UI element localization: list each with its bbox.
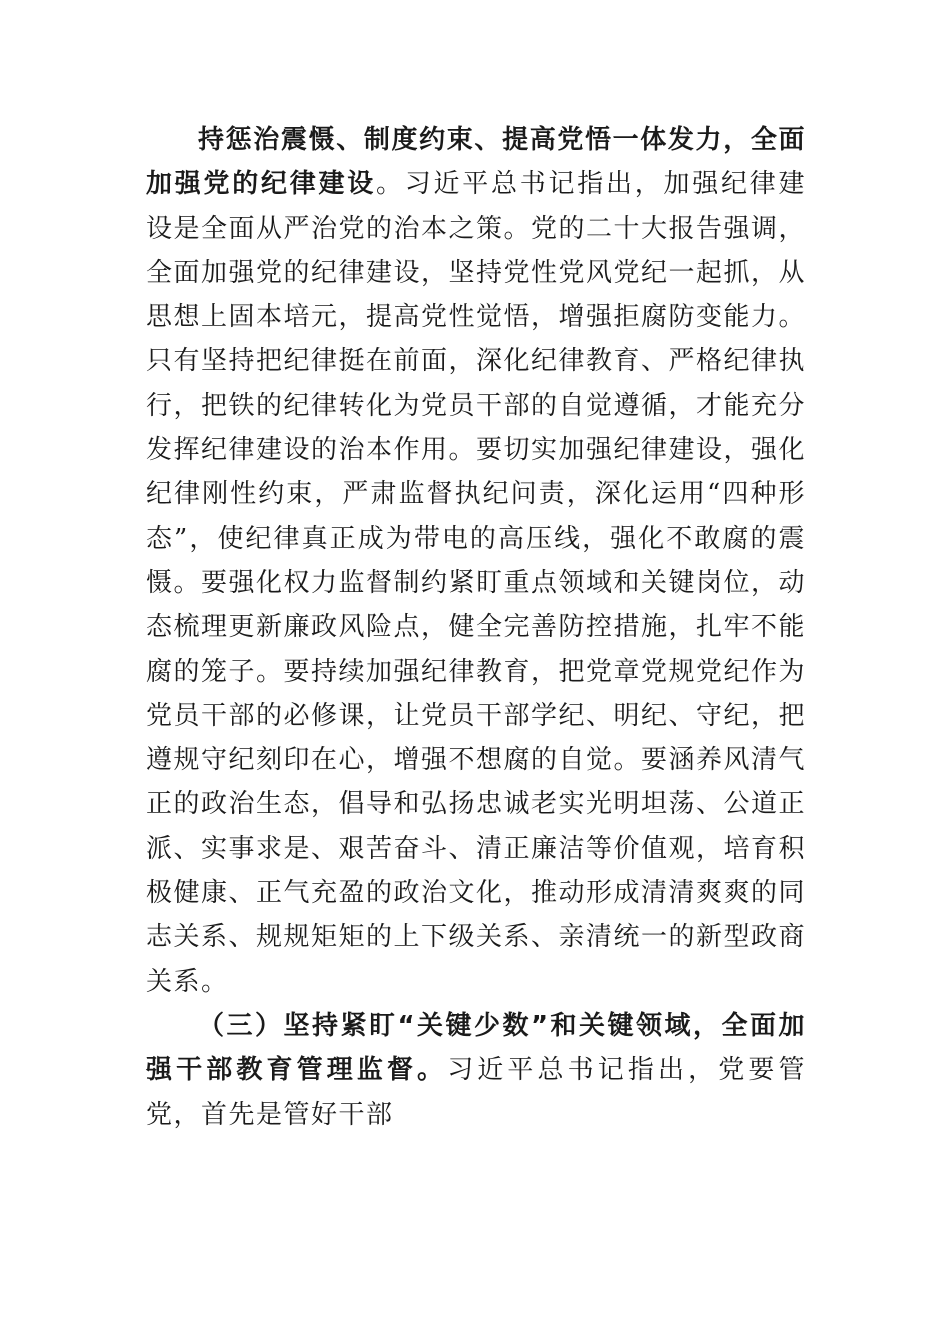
paragraph-body-text: 。习近平总书记指出，加强纪律建设是全面从严治党的治本之策。党的二十大报告强调，全面加强党的纪律建设，坚持党性党风党纪一起抓，从思想上固本培元，提高党性觉悟，增强拒腐防变能力。只有坚持把纪律挺在前面，深化纪律教育、严格纪律执行，把铁的纪律转化为党员干部的自觉遵循，才能充分发挥纪律建设的治本作用。要切实加强纪律建设，强化纪律刚性约束，严肃监督执纪问责，深化运用“四种形态”，使纪律真正成为带电的高压线，强化不敢腐的震慑。要强化权力监督制约紧盯重点领域和关键岗位，动态梳理更新廉政风险点，健全完善防控措施，扎牢不能腐的笼子。要持续加强纪律教育，把党章党规党纪作为党员干部的必修课，让党员干部学纪、明纪、守纪，把遵规守纪刻印在心，增强不想腐的自觉。要涵养风清气正的政治生态，倡导和弘扬忠诚老实光明坦荡、公道正派、实事求是、艰苦奋斗、清正廉洁等价值观，培育积极健康、正气充盈的政治文化，推动形成清清爽爽的同志关系、规规矩矩的上下级关系、亲清统一的新型政商关系。 [146, 169, 807, 997]
paragraph-discipline-building [146, 118, 806, 1004]
paragraph-lead-heading: （三）坚持紧盯“关键少数”和关键领域，全面加强干部教育管理监督。 [146, 1010, 806, 1086]
paragraph-body-text: 习近平总书记指出，党要管党，首先是管好干部 [146, 1055, 806, 1130]
paragraph-lead-heading: 持惩治震慑、制度约束、提高党悟一体发力，全面加强党的纪律建设 [146, 125, 806, 200]
document-page [146, 118, 806, 1137]
paragraph-cadre-supervision [146, 1004, 806, 1137]
